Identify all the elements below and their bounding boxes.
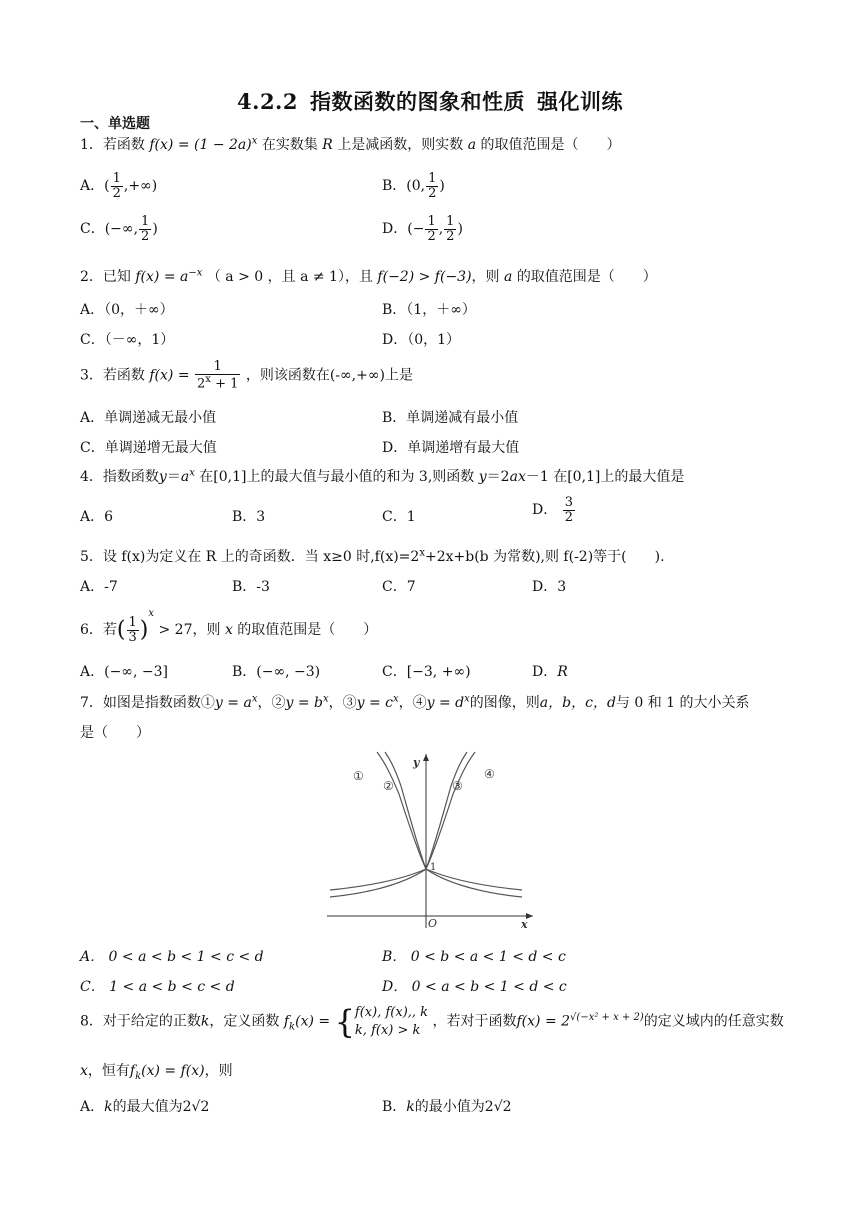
q6-lparen: (	[116, 617, 126, 643]
y-axis-arrow	[423, 754, 429, 761]
q8-a-text: 的最大值为	[112, 1099, 183, 1115]
q4-d-den: 2	[564, 509, 573, 525]
q5-sup: x	[419, 547, 425, 559]
q2-option-c[interactable]: C．（－∞，1）	[80, 332, 175, 348]
q8-line2-sub: k	[135, 1070, 142, 1082]
q7-b-text: B． 0 < b < a < 1 < d < c	[382, 949, 566, 965]
q7-option-c[interactable]	[80, 976, 235, 996]
title-number: 4.2.2	[237, 89, 298, 114]
q8-line2-b: ，恒有	[87, 1063, 130, 1079]
label-2: ②	[383, 779, 394, 793]
q3-stem-b: ，则该函数在(-∞,+∞)上是	[245, 367, 413, 384]
q4-d-frac	[563, 496, 575, 524]
q1-d-den1: 2	[427, 228, 436, 244]
q3-stem	[80, 360, 413, 391]
q1-option-d[interactable]	[382, 215, 463, 243]
q1-d-frac1	[425, 215, 437, 243]
q2-cond: （ a > 0 ，且 a ≠ 1），且	[206, 269, 373, 285]
q7-option-d[interactable]	[382, 976, 567, 996]
q7-option-b[interactable]	[382, 946, 566, 966]
q1-c-num: 1	[141, 214, 150, 229]
q1-option-a[interactable]	[80, 172, 157, 200]
q1-expr-sup: x	[251, 135, 258, 147]
q1-stem	[80, 134, 621, 154]
q6-frac	[127, 616, 139, 644]
q3-expr: f(x) =	[149, 367, 190, 384]
curve-4	[330, 752, 475, 897]
q1-b-num: 1	[428, 171, 437, 186]
q8-b-label: B．	[382, 1099, 407, 1115]
q1-d-mid: ,	[438, 221, 444, 238]
q1-stem-d: 的取值范围是（ ）	[480, 137, 621, 153]
q8-a-val: 2√2	[182, 1099, 210, 1115]
q1-b-close: )	[439, 178, 445, 195]
q7-stem-cont: 是（ ）	[80, 725, 150, 741]
q8-b-k: k	[406, 1099, 415, 1115]
title-sub: 强化训练	[536, 89, 623, 114]
q5-option-c[interactable]: C．7	[382, 579, 416, 595]
q3-den	[195, 375, 240, 391]
q2-stem-a: 2．已知	[80, 269, 131, 285]
q6-den: 3	[128, 629, 137, 645]
q1-c-frac	[139, 215, 151, 243]
q8-line2-f: f	[129, 1063, 136, 1079]
curve-2	[385, 752, 522, 890]
q6-ineq: > 27	[158, 622, 193, 638]
q2-stem-c: 的取值范围是（ ）	[516, 269, 657, 285]
q1-b-open: (0,	[406, 178, 426, 195]
q1-d-frac2	[444, 215, 456, 243]
q8-line2-d: ，则	[204, 1063, 233, 1079]
exponential-graph	[325, 750, 535, 930]
q1-d-label: D．	[382, 221, 408, 238]
q2-option-d[interactable]: D．（0，1）	[382, 332, 461, 348]
q3-num: 1	[195, 360, 240, 375]
q1-expr: f(x) = (1 − 2a)	[149, 137, 252, 153]
q1-d-num1: 1	[427, 214, 436, 229]
q3-option-b[interactable]: B．单调递减有最小值	[382, 410, 519, 426]
q4-f1c: a	[180, 469, 190, 485]
section-heading: 一、单选题	[80, 116, 150, 132]
q1-d-num2: 1	[446, 214, 455, 229]
q8-stem-d: 的定义域内的任意实数	[643, 1013, 784, 1030]
q6-option-b[interactable]: B．(−∞, −3)	[232, 664, 321, 680]
q6-sup: x	[148, 608, 155, 619]
q7-f2-sup: x	[322, 693, 329, 705]
q8-fk-sub: k	[289, 1021, 296, 1033]
label-1: ①	[353, 769, 364, 783]
q7-stem-c: 与 0 和 1 的大小关系	[615, 695, 750, 711]
q7-f3-sup: x	[393, 693, 399, 705]
q1-a-num: 1	[112, 171, 121, 186]
q7-vars: a，b，c，d	[539, 695, 616, 711]
q8-case2: k, f(x) > k	[354, 1022, 421, 1038]
q4-stem	[80, 466, 684, 486]
q6-stem-a: 6．若	[80, 622, 117, 638]
q3-stem-a: 3．若函数	[80, 367, 145, 384]
q4-f2: y	[478, 469, 487, 485]
q6-option-c[interactable]: C．[−3, +∞)	[382, 664, 471, 680]
label-3: ③	[452, 779, 463, 793]
q1-d-den2: 2	[446, 228, 455, 244]
q3-den-sup: x	[205, 373, 211, 385]
q4-option-b[interactable]: B．3	[232, 509, 266, 525]
q4-f1: y	[158, 469, 167, 485]
q2-expr: f(x) = a	[135, 269, 189, 285]
q5-option-d[interactable]: D．3	[532, 579, 567, 595]
q6-stem	[80, 608, 377, 644]
q1-var: a	[467, 137, 477, 153]
q4-stem-a: 4．指数函数	[80, 469, 159, 485]
q1-c-den: 2	[141, 228, 150, 244]
q6-d-val: R	[557, 664, 568, 680]
q1-b-frac	[426, 172, 438, 200]
q1-set: R	[322, 137, 333, 153]
q1-d-close: )	[457, 221, 463, 238]
q7-stem	[80, 692, 750, 712]
q8-fx-sup: √(−x² + x + 2)	[570, 1011, 644, 1023]
q4-option-a[interactable]: A．6	[80, 509, 114, 525]
q1-option-b[interactable]	[382, 172, 445, 200]
q6-d-label: D．	[532, 664, 558, 680]
q2-expr-sup: −x	[188, 267, 203, 279]
q7-sep3: ，③	[328, 695, 357, 711]
one-label: 1	[430, 862, 437, 873]
q7-d-text: D． 0 < a < b < 1 < d < c	[382, 979, 567, 995]
q8-b-text: 的最小值为	[414, 1099, 485, 1115]
q8-cases	[355, 1004, 428, 1039]
q6-stem-c: 的取值范围是（ ）	[237, 622, 378, 638]
title-main: 指数函数的图象和性质	[309, 89, 525, 114]
q5-option-a[interactable]: A．-7	[80, 579, 118, 595]
q5-stem-a: 5．设 f(x)为定义在 R 上的奇函数．当 x≥0 时,f(x)=2	[80, 549, 420, 565]
q1-a-den: 2	[112, 185, 121, 201]
q4-option-c[interactable]: C．1	[382, 509, 416, 525]
x-axis-label: x	[521, 918, 528, 930]
q1-c-close: )	[152, 221, 158, 238]
q8-stem-a: 8．对于给定的正数	[80, 1013, 201, 1030]
origin-label: O	[428, 917, 438, 930]
q3-option-c[interactable]: C．单调递增无最大值	[80, 440, 217, 456]
q7-sep2: ，②	[257, 695, 286, 711]
q1-c-open: (−∞,	[104, 221, 139, 238]
q7-f4: y = d	[426, 695, 465, 711]
q8-line2-c: (x) = f(x)	[141, 1063, 205, 1079]
q8-fx: f(x) = 2	[516, 1013, 571, 1030]
q8-stem-c: ，若对于函数	[432, 1013, 517, 1030]
q1-a-frac	[111, 172, 123, 200]
q6-var: x	[224, 622, 233, 638]
q1-a-open: (	[104, 178, 110, 195]
q8-option-b[interactable]	[382, 1096, 512, 1116]
q7-sep4: ，④	[398, 695, 427, 711]
q1-stem-a: 1．若函数	[80, 137, 145, 153]
q4-option-d[interactable]	[532, 496, 576, 524]
q6-rparen: )	[139, 617, 149, 643]
q6-num: 1	[128, 614, 137, 630]
q7-f2: y = b	[285, 695, 323, 711]
q7-stem-b: 的图像，则	[469, 695, 540, 711]
q1-stem-b: 在实数集	[261, 137, 318, 153]
q1-c-label: C．	[80, 221, 105, 238]
q4-stem-b: 在[0,1]上的最大值与最小值的和为 3,则函数	[199, 469, 475, 485]
q8-fk-tail: (x) =	[295, 1013, 331, 1030]
q2-ineq: f(−2) > f(−3)	[377, 269, 472, 285]
q6-stem-b: ，则	[192, 622, 221, 638]
q5-stem	[80, 546, 665, 566]
q3-option-d[interactable]: D．单调递增有最大值	[382, 440, 520, 456]
q7-f1-sup: x	[251, 693, 258, 705]
q8-stem	[80, 1004, 784, 1039]
q7-option-a[interactable]	[80, 946, 264, 966]
page-title	[0, 86, 860, 116]
q8-case1: f(x), f(x),, k	[354, 1005, 429, 1020]
q5-option-b[interactable]: B．-3	[232, 579, 270, 595]
q7-f3: y = c	[356, 695, 393, 711]
curve-1	[377, 752, 522, 897]
q8-stem-line2	[80, 1060, 233, 1082]
q1-stem-c: 上是减函数，则实数	[337, 137, 464, 153]
q3-option-a[interactable]: A．单调递减无最小值	[80, 410, 217, 426]
q4-f2b: ＝2	[486, 469, 510, 485]
q3-den-tail: + 1	[210, 375, 239, 391]
q6-option-a[interactable]: A．(−∞, −3]	[80, 664, 168, 680]
q8-option-a[interactable]	[80, 1096, 209, 1116]
q8-a-label: A．	[80, 1099, 105, 1115]
q2-option-a[interactable]: A．（0，＋∞）	[80, 302, 174, 318]
y-axis-label: y	[413, 756, 420, 769]
q7-f1: y = a	[214, 695, 252, 711]
label-4: ④	[484, 767, 495, 781]
q4-d-num: 3	[564, 495, 573, 510]
q4-f2d: －1 在[0,1]上的最大值是	[525, 469, 685, 485]
curve-3	[330, 752, 467, 890]
q1-option-c[interactable]	[80, 215, 158, 243]
q1-a-close: ,+∞)	[123, 178, 158, 195]
q4-f1b: ＝	[166, 469, 181, 485]
q2-option-b[interactable]: B．（1，＋∞）	[382, 302, 476, 318]
q6-option-d[interactable]	[532, 661, 568, 681]
q8-brace: {	[334, 1002, 355, 1041]
q1-b-label: B．	[382, 178, 407, 195]
q4-f2c: ax	[509, 469, 526, 485]
q2-stem	[80, 266, 657, 286]
q7-c-text: C． 1 < a < b < c < d	[80, 979, 235, 995]
q8-a-k: k	[104, 1099, 113, 1115]
q7-f4-sup: x	[464, 693, 470, 705]
q7-stem-a: 7．如图是指数函数①	[80, 695, 215, 711]
q1-d-open: (−	[407, 221, 425, 238]
q1-b-den: 2	[428, 185, 437, 201]
q7-a-text: A． 0 < a < b < 1 < c < d	[80, 949, 264, 965]
q8-line2-x: x	[80, 1063, 88, 1079]
q8-k: k	[200, 1013, 210, 1030]
q2-stem-b: ，则	[471, 269, 500, 285]
q3-frac	[195, 360, 240, 391]
q5-stem-b: +2x+b(b 为常数),则 f(-2)等于( ).	[424, 549, 665, 565]
q8-fk: f	[283, 1013, 290, 1030]
q2-var: a	[504, 269, 513, 285]
q8-stem-b: ，定义函数	[209, 1013, 280, 1030]
q4-f1-sup: x	[189, 467, 195, 479]
q3-den-base: 2	[197, 375, 206, 391]
q1-a-label: A．	[80, 178, 105, 195]
q8-b-val: 2√2	[484, 1099, 512, 1115]
q4-d-label: D．	[532, 502, 558, 519]
